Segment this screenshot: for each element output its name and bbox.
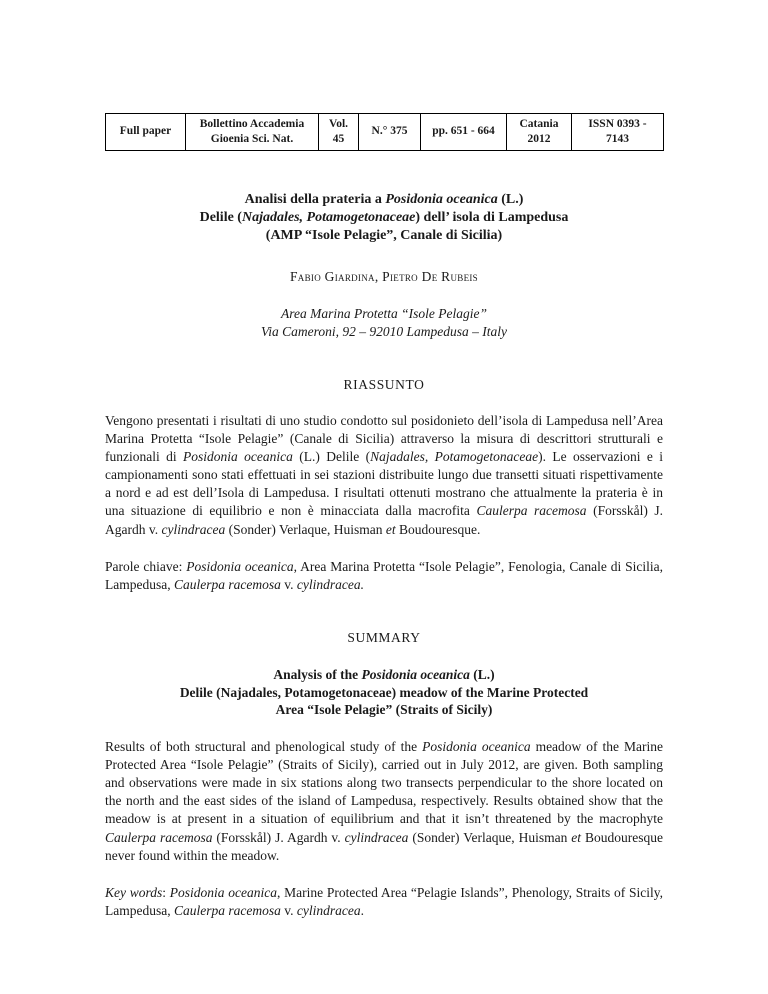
english-title-line-1: Analysis of the Posidonia oceanica (L.) xyxy=(273,666,495,682)
article-title-line-2: Delile (Najadales, Potamogetonaceae) dell’ isola di Lampedusa xyxy=(199,209,569,225)
section-heading-summary: SUMMARY xyxy=(347,629,421,645)
table-cell-number: N.° 375 xyxy=(359,114,421,151)
article-title xyxy=(105,191,663,245)
paper-page xyxy=(105,0,663,920)
english-title-line-3: Area “Isole Pelagie” (Straits of Sicily) xyxy=(275,702,493,718)
header-table-row xyxy=(106,114,664,151)
table-cell-full-paper: Full paper xyxy=(106,114,186,151)
table-cell-journal: Bollettino Accademia Gioenia Sci. Nat. xyxy=(186,114,319,151)
keywords-italian: Parole chiave: Posidonia oceanica, Area Marina Protetta “Isole Pelagie”, Fenologia, Canale di Sicilia, Lampedusa, Caulerpa racemosa v. cylindracea. xyxy=(105,558,664,592)
abstract-italian: Vengono presentati i risultati di uno studio condotto sul posidonieto dell’isola di Lampedusa nell’Area Marina Protetta “Isole Pelagie” (Canale di Sicilia) attraverso la misura di descrittori strutturali e funzionali di Posidonia oceanica (L.) Delile (Najadales, Potamogetonaceae). Le osservazioni e i campionamenti sono stati effettuati in sei stazioni distribuite lungo due transetti situati rispettivamente a nord e ad est dell’Isola di Lampedusa. I risultati ottenuti mostrano che attualmente la prateria è in una situazione di equilibrio e non è minacciata dalla macrofita Caulerpa racemosa (Forsskål) J. Agardh v. cylindracea (Sonder) Verlaque, Huisman et Boudouresque. xyxy=(105,413,664,537)
english-title-line-2: Delile (Najadales, Potamogetonaceae) meadow of the Marine Protected xyxy=(179,684,589,700)
table-cell-place-year: Catania 2012 xyxy=(507,114,572,151)
section-heading-riassunto: RIASSUNTO xyxy=(343,377,425,393)
english-title xyxy=(105,666,663,719)
table-cell-volume: Vol. 45 xyxy=(319,114,359,151)
affiliation xyxy=(105,305,663,341)
affiliation-line-2: Via Cameroni, 92 – 92010 Lampedusa – Italy xyxy=(261,323,507,339)
article-title-line-3: (AMP “Isole Pelagie”, Canale di Sicilia) xyxy=(265,227,503,243)
keywords-english: Key words: Posidonia oceanica, Marine Protected Area “Pelagie Islands”, Phenology, Straits of Sicily, Lampedusa, Caulerpa racemosa v. cylindracea. xyxy=(105,884,664,918)
article-title-line-1: Analisi della prateria a Posidonia oceanica (L.) xyxy=(244,191,524,207)
table-cell-pages: pp. 651 - 664 xyxy=(421,114,507,151)
table-cell-issn: ISSN 0393 - 7143 xyxy=(572,114,664,151)
header-table xyxy=(105,113,664,151)
authors: Fabio Giardina, Pietro De Rubeis xyxy=(290,268,478,284)
affiliation-line-1: Area Marina Protetta “Isole Pelagie” xyxy=(281,305,487,321)
abstract-english: Results of both structural and phenological study of the Posidonia oceanica meadow of the Marine Protected Area “Isole Pelagie” (Straits of Sicily), carried out in July 2012, are given. Both sampling and observations were made in six stations along two transects perpendicular to the shore located on the north and the east sides of the island of Lampedusa, respectively. Results obtained show that the meadow is at present in a situation of equilibrium and that it isn’t threatened by the macrophyte Caulerpa racemosa (Forsskål) J. Agardh v. cylindracea (Sonder) Verlaque, Huisman et Boudouresque never found within the meadow. xyxy=(105,739,663,863)
